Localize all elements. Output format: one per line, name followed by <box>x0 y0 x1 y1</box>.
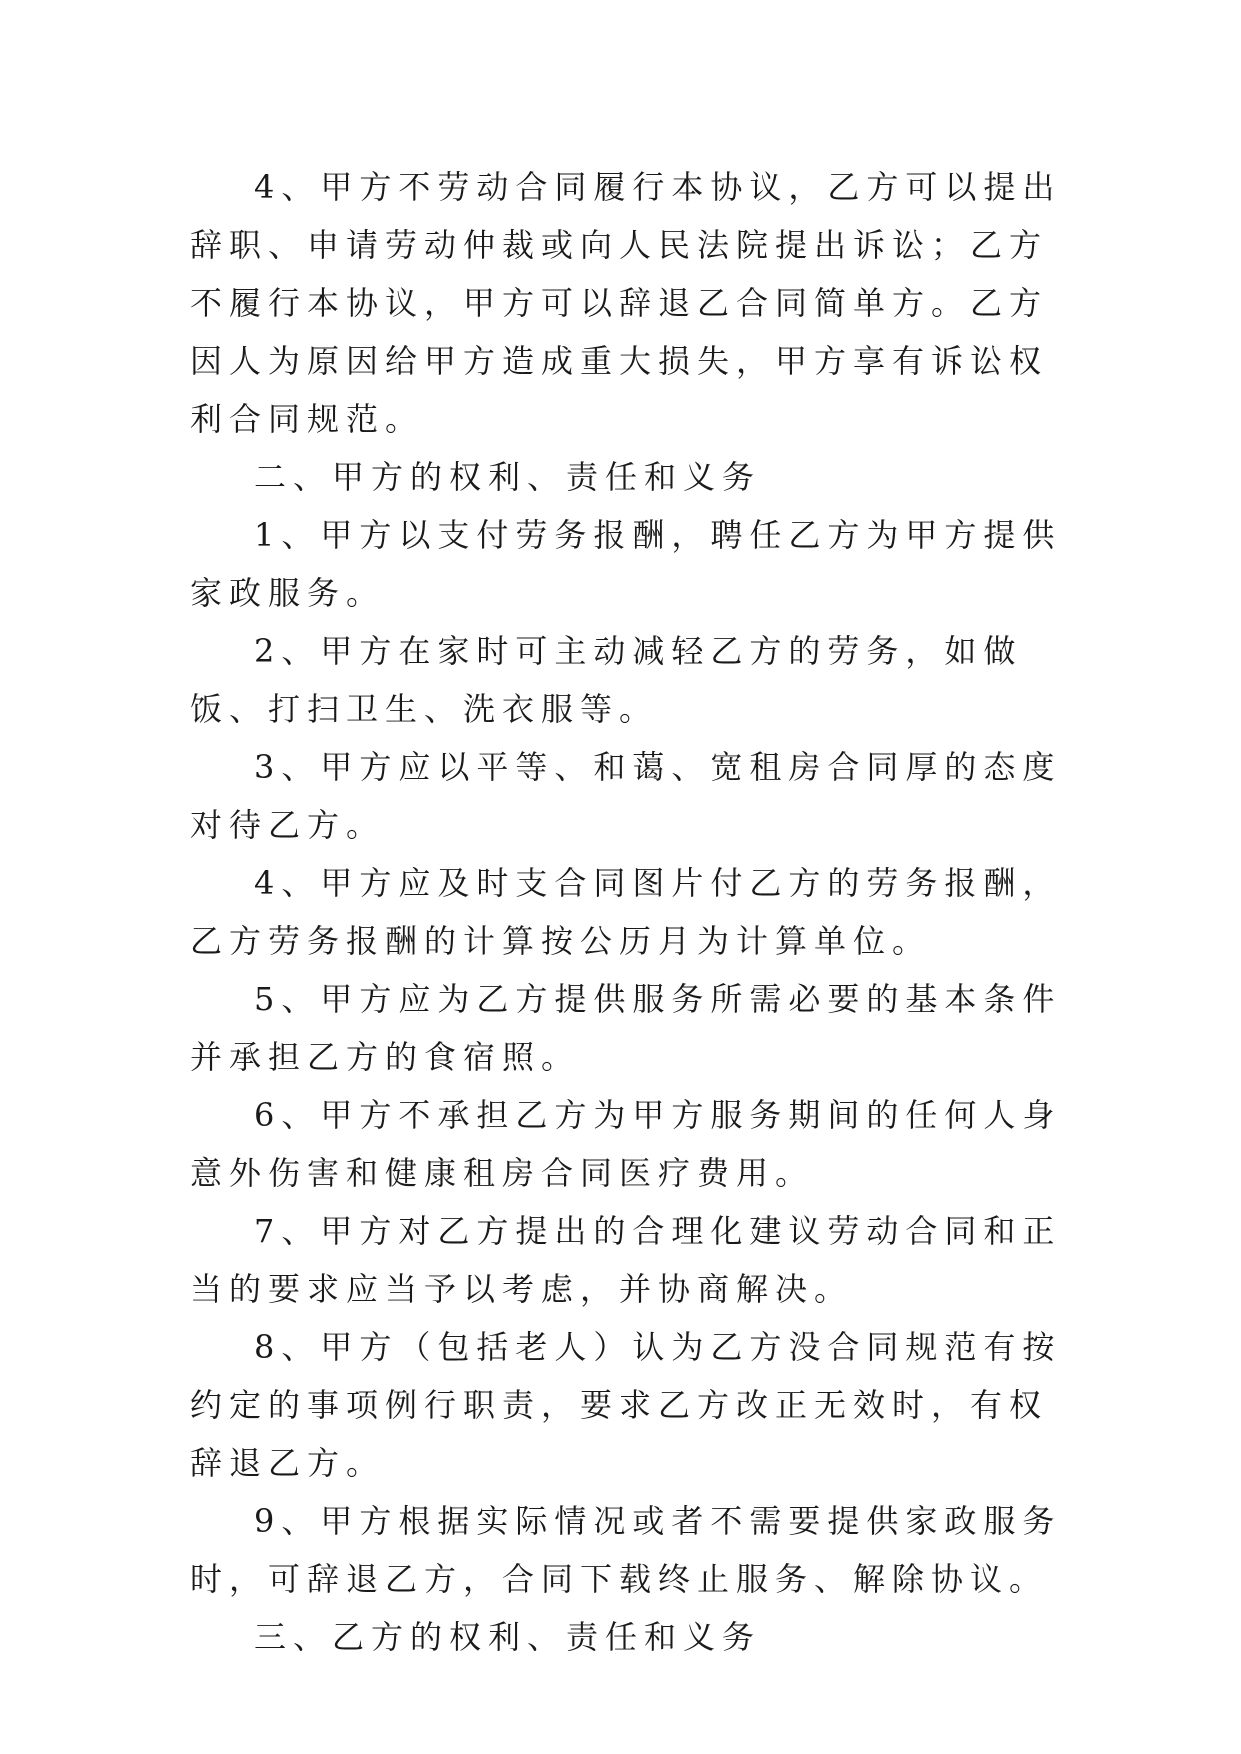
clause-a1-payment: 1、甲方以支付劳务报酬，聘任乙方为甲方提供家政服务。 <box>190 516 1062 612</box>
clause-a8-dismiss-right: 8、甲方（包括老人）认为乙方没合同规范有按约定的事项例行职责，要求乙方改正无效时，有权辞退乙方。 <box>190 1328 1062 1482</box>
clause-a5-conditions: 5、甲方应为乙方提供服务所需必要的基本条件并承担乙方的食宿照。 <box>190 980 1062 1076</box>
section-heading-party-a-rights: 二、甲方的权利、责任和义务 <box>254 458 762 496</box>
document-body <box>190 158 1062 1666</box>
clause-a4-dismissal: 4、甲方不劳动合同履行本协议，乙方可以提出辞职、申请劳动仲裁或向人民法院提出诉讼；乙方不履行本协议，甲方可以辞退乙合同简单方。乙方因人为原因给甲方造成重大损失，甲方享有诉讼权利合同规范。 <box>190 168 1062 438</box>
clause-a2-reduce-labor: 2、甲方在家时可主动减轻乙方的劳务，如做饭、打扫卫生、洗衣服等。 <box>190 632 1023 728</box>
section-heading-party-b-rights: 三、乙方的权利、责任和义务 <box>254 1618 762 1656</box>
clause-a9-terminate: 9、甲方根据实际情况或者不需要提供家政服务时，可辞退乙方，合同下载终止服务、解除协议。 <box>190 1502 1062 1598</box>
clause-a6-injury: 6、甲方不承担乙方为甲方服务期间的任何人身意外伤害和健康租房合同医疗费用。 <box>190 1096 1062 1192</box>
clause-a7-suggestions: 7、甲方对乙方提出的合理化建议劳动合同和正当的要求应当予以考虑，并协商解决。 <box>190 1212 1062 1308</box>
clause-a4-remuneration: 4、甲方应及时支合同图片付乙方的劳务报酬，乙方劳务报酬的计算按公历月为计算单位。 <box>190 864 1062 960</box>
clause-a3-attitude: 3、甲方应以平等、和蔼、宽租房合同厚的态度对待乙方。 <box>190 748 1062 844</box>
